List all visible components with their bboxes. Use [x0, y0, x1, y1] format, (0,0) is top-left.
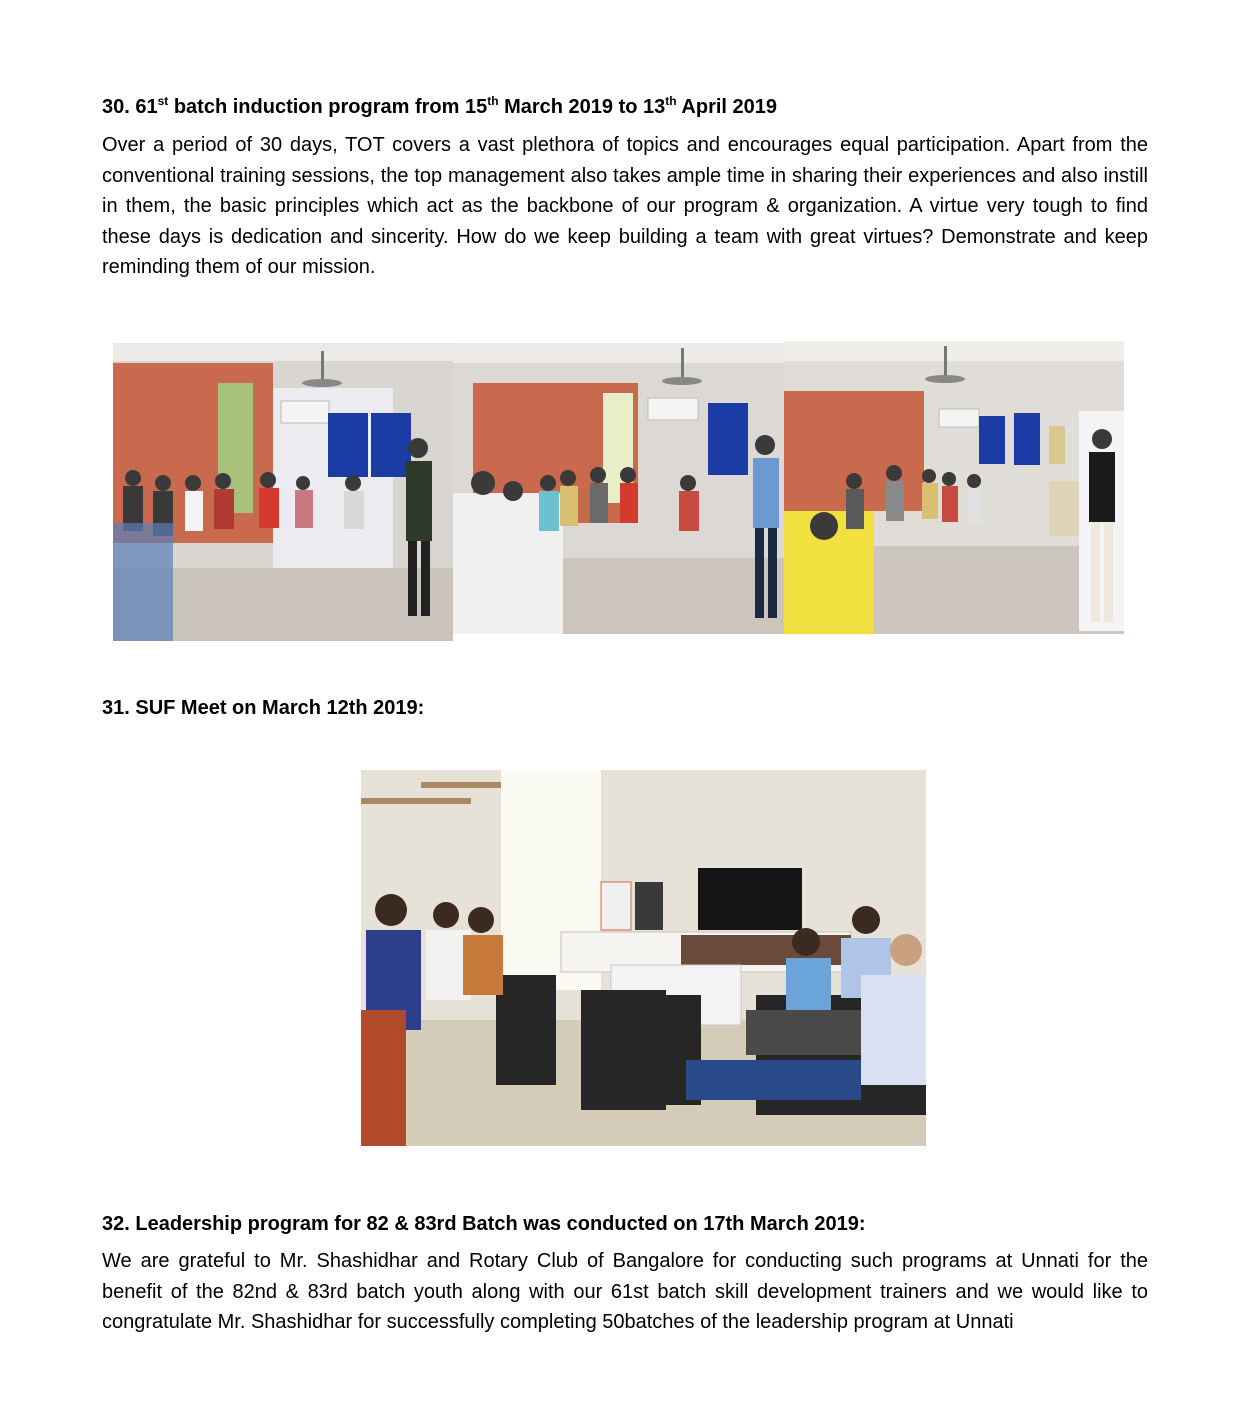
training-photo-3	[784, 341, 1124, 634]
section-32-paragraph: We are grateful to Mr. Shashidhar and Rotary Club of Bangalore for conducting such programs at Unnati for the benefit of the 82nd & 83rd batch youth along with our 61st batch skill development trainers and we would like to congratulate Mr. Shashidhar for successfully completing 50batches of the leadership program at Unnati	[102, 1250, 1148, 1333]
suf-meet-photo	[361, 770, 926, 1146]
section-30-heading: 30. 61st batch induction program from 15th March 2019 to 13th April 2019	[102, 94, 778, 118]
section-32-heading: 32. Leadership program for 82 & 83rd Batch was conducted on 17th March 2019:	[102, 1213, 866, 1235]
section-30-paragraph: Over a period of 30 days, TOT covers a vast plethora of topics and encourages equal participation. Apart from the conventional training sessions, the top management also takes ample time in sharing their experiences and also instill in them, the basic principles which act as the backbone of our program & organization. A virtue very tough to find these days is dedication and sincerity. How do we keep building a team with great virtues? Demonstrate and keep reminding them of our mission.	[102, 134, 1148, 278]
training-photo-2	[453, 343, 784, 634]
section-31-heading: 31. SUF Meet on March 12th 2019:	[102, 697, 425, 719]
training-photo-1	[113, 343, 453, 641]
